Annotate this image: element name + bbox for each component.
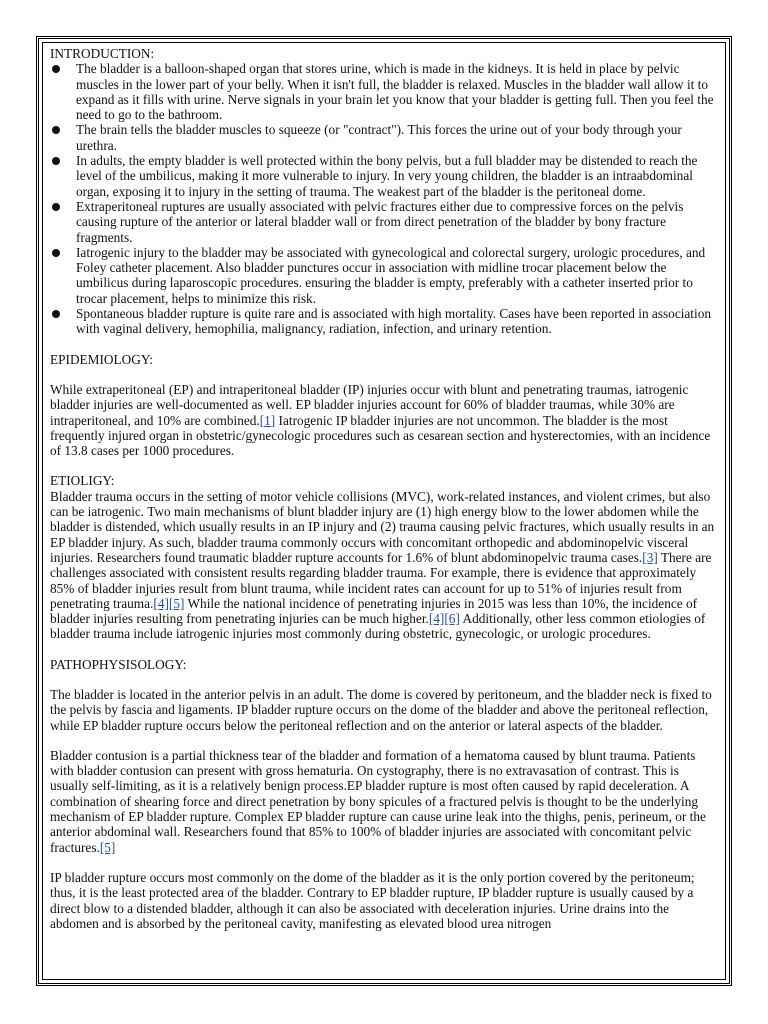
document-content	[43, 43, 725, 931]
etiology-heading: ETIOLIGY:	[50, 473, 115, 489]
citation-link-3[interactable]: [3]	[642, 549, 658, 565]
introduction-heading: INTRODUCTION:	[50, 46, 155, 61]
citation-link-1[interactable]: [1]	[259, 412, 276, 428]
citation-link-5[interactable]: [5]	[99, 839, 116, 855]
etiology-paragraph: Bladder trauma occurs in the setting of motor vehicle collisions (MVC), work-related instances, and violent crimes, but also can be iatrogenic. Two main mechanisms of blunt bladder injury are (1) high energy blow to the lower abdomen while the bladder is distended, which usually results in an IP injury and (2) trauma causing pelvic fractures, which usually results in an EP bladder injury. As such, bladder trauma commonly occurs with concomitant orthopedic and abdominopelvic visceral injuries. Researchers found traumatic bladder rupture accounts for 1.6% of blunt abdominopelvic trauma cases.[3] There are challenges associated with consistent results regarding bladder trauma. For example, there is evidence that approximately 85% of bladder injuries result from blunt trauma, while incident rates can account for up to 51% of injuries result from penetrating trauma.[4][5] While the national incidence of penetrating injuries in 2015 was less than 10%, the incidence of bladder injuries resulting from penetrating injuries can be much higher.[4][6] Additionally, other less common etiologies of bladder trauma include iatrogenic injuries most commonly during obstetric, gynecologic, or urologic procedures.	[50, 488, 715, 642]
epidemiology-paragraph: While extraperitoneal (EP) and intraperitoneal bladder (IP) injuries occur with blunt and penetrating traumas, iatrogenic bladder injuries are well-documented as well. EP bladder injuries account for 60% of bladder traumas, while 30% are intraperitoneal, and 10% are combined.[1] Iatrogenic IP bladder injuries are not uncommon. The bladder is the most frequently injured organ in obstetric/gynecologic procedures such as cesarean section and hysterectomies, with an incidence of 13.8 cases per 1000 procedures.	[50, 381, 711, 459]
pathophysiology-heading: PATHOPHYSISOLOGY:	[50, 656, 187, 672]
list-item: The brain tells the bladder muscles to squeeze (or "contract"). This forces the urine out of your body through your urethra.	[50, 122, 717, 153]
pathophysiology-paragraph-2: Bladder contusion is a partial thickness tear of the bladder and formation of a hematoma caused by blunt trauma. Patients with bladder contusion can present with gross hematuria. On cystography, there is no extravasation of contrast. This is usually self-limiting, as it is a relatively benign process.EP bladder rupture is most often caused by rapid deceleration. A combination of shearing force and direct penetration by bony spicules of a fractured pelvis is thought to be the underlying mechanism of EP bladder rupture. Complex EP bladder rupture can cause urine leak into the thighs, penis, perineum, or the anterior abdominal wall. Researchers found that 85% to 100% of bladder injuries are associated with concomitant pelvic fractures.[5]	[50, 747, 706, 855]
list-item: Spontaneous bladder rupture is quite rare and is associated with high mortality. Cases have been reported in association with vaginal delivery, hemophilia, malignancy, radiation, infection, and urinary retention.	[50, 306, 717, 337]
list-item: In adults, the empty bladder is well protected within the bony pelvis, but a full bladder may be distended to reach the level of the umbilicus, making it more vulnerable to injury. In very young children, the bladder is an intraabdominal organ, exposing it to injury in the setting of trauma. The weakest part of the bladder is the peritoneal dome.	[50, 153, 717, 199]
citation-link-5[interactable]: [5]	[168, 595, 185, 611]
pathophysiology-paragraph-1: The bladder is located in the anterior pelvis in an adult. The dome is covered by peritoneum, and the bladder neck is fixed to the pelvis by fascia and ligaments. IP bladder rupture occurs on the dome of the bladder and above the peritoneal reflection, while EP bladder rupture occurs below the peritoneal reflection and on the anterior or lateral aspects of the bladder.	[50, 686, 712, 733]
list-item: Iatrogenic injury to the bladder may be associated with gynecological and colorectal surgery, urologic procedures, and Foley catheter placement. Also bladder punctures occur in association with midline trocar placement below the umbilicus during laparoscopic procedures. ensuring the bladder is empty, preferably with a catheter inserted prior to trocar placement, helps to minimize this risk.	[50, 245, 717, 306]
pathophysiology-paragraph-3: IP bladder rupture occurs most commonly on the dome of the bladder as it is the only portion covered by the peritoneum; thus, it is the least protected area of the bladder. Contrary to EP bladder rupture, IP bladder rupture is usually caused by a direct blow to a distended bladder, although it can also be associated with deceleration injuries. Urine drains into the abdomen and is absorbed by the peritoneal cavity, manifesting as elevated blood urea nitrogen	[50, 869, 695, 931]
document-page	[36, 36, 732, 986]
citation-link-4[interactable]: [4]	[153, 595, 169, 611]
page-inner-border	[42, 42, 726, 980]
epidemiology-heading: EPIDEMIOLOGY:	[50, 351, 153, 367]
list-item: Extraperitoneal ruptures are usually associated with pelvic fractures either due to compressive forces on the pelvis causing rupture of the anterior or lateral bladder wall or from direct penetration of the bladder by bony fracture fragments.	[50, 199, 717, 245]
list-item: The bladder is a balloon-shaped organ that stores urine, which is made in the kidneys. It is held in place by pelvic muscles in the lower part of your belly. When it isn't full, the bladder is relaxed. Muscles in the bladder wall allow it to expand as it fills with urine. Nerve signals in your brain let you know that your bladder is getting full. Then you feel the need to go to the bathroom.	[50, 61, 717, 122]
citation-link-4[interactable]: [4]	[428, 611, 445, 627]
citation-link-6[interactable]: [6]	[444, 611, 460, 627]
introduction-bullet-list	[50, 61, 717, 336]
